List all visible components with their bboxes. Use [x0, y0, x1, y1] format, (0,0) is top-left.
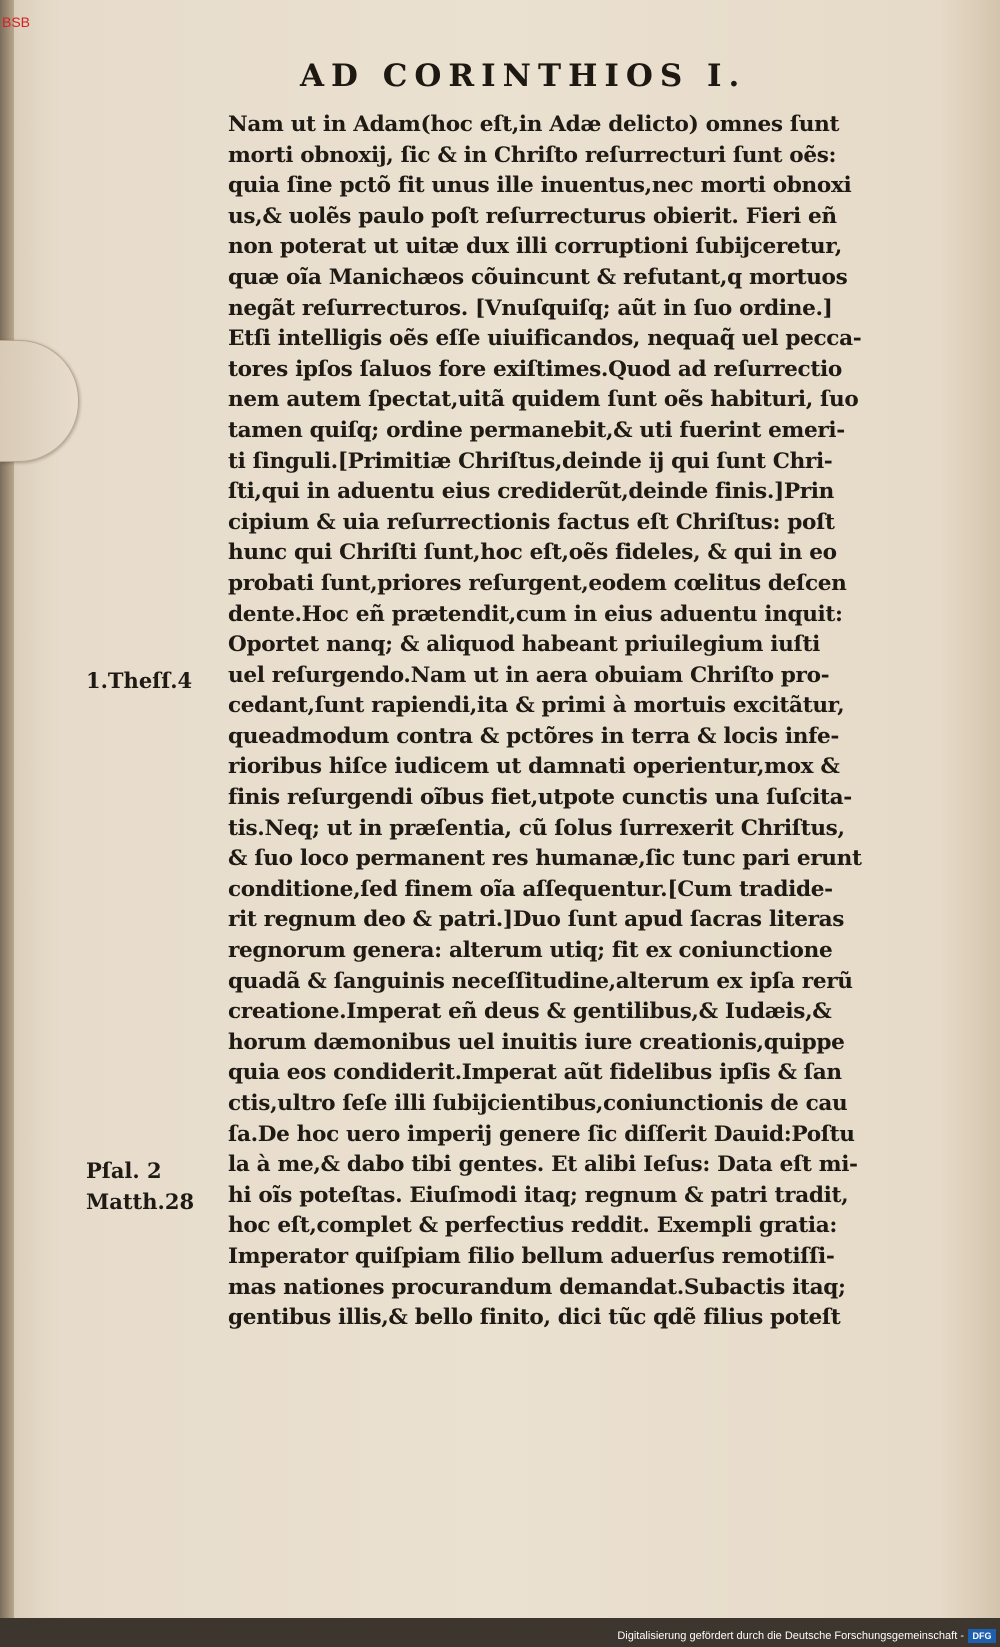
text-line: tis.Neq; ut in præſentia, cũ ſolus ſurrexerit Chriſtus,	[228, 815, 845, 841]
text-line: rit regnum deo & patri.]Duo ſunt apud ſacras literas	[228, 907, 845, 933]
text-line: ti ſinguli.[Primitiæ Chriſtus,deinde ij qui ſunt Chri-	[228, 448, 833, 474]
text-line: Etſi intelligis oẽs eſſe uiuificandos, nequaq̃ uel pecca-	[228, 326, 862, 352]
text-line: ctis,ultro ſeſe illi ſubijcientibus,coniunctionis de cau	[228, 1091, 848, 1116]
text-line: Oportet nanq; & aliquod habeant priuilegium iuſti	[228, 632, 820, 658]
text-line: quadã & ſanguinis neceſſitudine,alterum ex ipſa rerũ	[228, 968, 853, 994]
text-line: uel reſurgendo.Nam ut in aera obuiam Chriſto pro-	[228, 662, 830, 688]
body-text	[228, 110, 940, 1334]
text-line: nem autem ſpectat,uitã quidem ſunt oẽs habituri, ſuo	[228, 387, 859, 413]
text-line: hoc eſt,complet & perfectius reddit. Exempli gratia:	[228, 1213, 838, 1239]
text-line: hi oĩs poteſtas. Eiuſmodi itaq; regnum & patri tradit,	[228, 1182, 849, 1208]
text-line: gentibus illis,& bello finito, dici tũc qdẽ filius poteſt	[228, 1305, 841, 1331]
text-line: negãt reſurrecturos. [Vnuſquiſq; aũt in ſuo ordine.]	[228, 295, 833, 321]
text-line: probati ſunt,priores reſurgent,eodem cœlitus deſcen	[228, 570, 847, 596]
text-line: cedant,ſunt rapiendi,ita & primi à mortuis excitãtur,	[228, 693, 845, 719]
text-line: quia eos condiderit.Imperat aũt fidelibus ipſis & ſan	[228, 1060, 842, 1086]
dfg-logo: DFG	[968, 1629, 996, 1643]
text-line: non poterat ut uitæ dux illi corruptioni ſubijceretur,	[228, 234, 842, 260]
running-head: AD CORINTHIOS I.	[300, 58, 747, 94]
text-line: tamen quiſq; ordine permanebit,& uti fuerint emeri-	[228, 417, 845, 443]
text-line: hunc qui Chriſti ſunt,hoc eſt,oẽs fideles, & qui in eo	[228, 540, 837, 566]
margin-note-matthew: Matth.28	[86, 1189, 195, 1214]
margin-note-thessalonians: 1.Theſſ.4	[86, 668, 193, 693]
text-line: dente.Hoc eñ prætendit,cum in eius aduentu inquit:	[228, 601, 843, 627]
text-line: & ſuo loco permanent res humanæ,ſic tunc pari erunt	[228, 846, 862, 872]
text-line: Nam ut in Adam(hoc eſt,in Adæ delicto) omnes ſunt	[228, 112, 840, 137]
text-line: mas nationes procurandum demandat.Subactis itaq;	[228, 1274, 846, 1300]
text-line: Imperator quiſpiam filio bellum aduerſus remotiſſi-	[228, 1243, 835, 1269]
text-line: horum dæmonibus uel inuitis iure creationis,quippe	[228, 1029, 845, 1055]
library-mark: BSB	[2, 14, 31, 30]
text-line: ſti,qui in aduentu eius crediderũt,deinde finis.]Prin	[228, 479, 834, 505]
text-line: rioribus hiſce iudicem ut damnati operientur,mox &	[228, 754, 840, 780]
text-line: finis reſurgendi oĩbus fiet,utpote cunctis una ſuſcita-	[228, 785, 852, 811]
margin-note-psalm: Pſal. 2	[86, 1158, 162, 1183]
funding-notice: Digitalisierung gefördert durch die Deutsche Forschungsgemeinschaft -	[617, 1630, 964, 1642]
text-line: morti obnoxij, ſic & in Chriſto reſurrecturi ſunt oẽs:	[228, 142, 837, 168]
text-line: regnorum genera: alterum utiq; fit ex coniunctione	[228, 938, 833, 964]
text-line: queadmodum contra & pctõres in terra & locis infe-	[228, 723, 840, 749]
text-line: quæ oĩa Manichæos cõuincunt & refutant,q mortuos	[228, 264, 848, 290]
page-binding-edge	[0, 0, 14, 1647]
text-line: tores ipſos ſaluos fore exiſtimes.Quod ad reſurrectio	[228, 356, 842, 382]
text-line: creatione.Imperat eñ deus & gentilibus,& Iudæis,&	[228, 999, 832, 1025]
text-line: us,& uolẽs paulo poſt reſurrecturus obierit. Fieri eñ	[228, 203, 837, 229]
page-tab-marker	[0, 340, 79, 462]
text-line: cipium & uia reſurrectionis factus eſt Chriſtus: poſt	[228, 509, 835, 535]
text-line: la à me,& dabo tibi gentes. Et alibi Ieſus: Data eſt mi-	[228, 1152, 858, 1178]
text-line: conditione,ſed finem oĩa aſſequentur.[Cum tradide-	[228, 876, 833, 902]
text-line: quia ſine pctõ fit unus ille inuentus,nec morti obnoxi	[228, 173, 852, 199]
text-line: ſa.De hoc uero imperij genere ſic diſſerit Dauid:Poſtu	[228, 1121, 855, 1147]
